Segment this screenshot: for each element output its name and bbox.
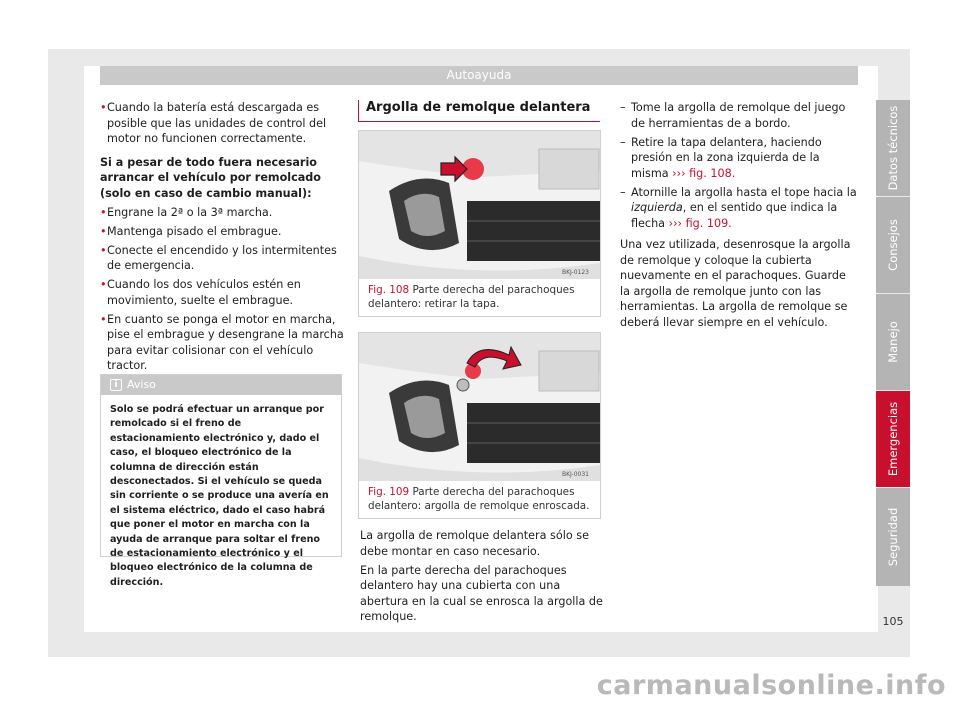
tow-ring-illustration [359,333,600,481]
list-item: • Conecte el encendido y los intermitentes de emergencia. [100,243,337,272]
figure-label: Fig. 109 [368,486,410,498]
figure-108-image [359,131,600,279]
bullet-icon: • [100,278,107,291]
figure-code: BKJ-0123 [561,269,589,276]
figure-caption-text: Parte derecha del parachoques delantero: retirar la tapa. [368,284,575,310]
section-title: Argolla de remolque delantera [358,100,600,122]
intro-bullet: • Cuando la batería está descargada es posible que las unidades de control del motor no funcionen correctamente. [100,101,327,145]
paragraph: La argolla de remolque delantera sólo se debe montar en caso necesario. [360,529,589,558]
bullet-icon: • [100,224,107,238]
paragraph: En la parte derecha del parachoques delantero hay una cubierta con una abertura en la cual se enrosca la argolla de remolque. [360,563,603,623]
step-item: – Atornille la argolla hasta el tope hacia la izquierda, en el sentido que indica la flecha ››› fig. 109. [620,185,857,230]
step-item: – Tome la argolla de remolque del juego de herramientas de a bordo. [620,101,846,130]
page-header: Autoayuda [100,66,858,85]
tab-consejos[interactable]: Consejos [876,197,910,293]
figure-109 [358,332,601,519]
tab-emergencias[interactable]: Emergencias [876,391,910,487]
list-item: • Engrane la 2ª o la 3ª marcha. [100,205,273,219]
aviso-header [101,375,341,395]
aviso-title: Aviso [127,378,156,391]
list-item: • Cuando los dos vehículos estén en movimiento, suelte el embrague. [100,278,301,307]
aviso-box [100,374,342,588]
bullet-icon: • [100,101,107,114]
left-column [100,100,344,377]
figure-link[interactable]: ››› fig. 108. [672,166,736,180]
dash-marker: – [620,135,626,149]
bumper-cover-illustration [359,131,600,279]
watermark: carmanualsonline.info [596,670,946,701]
figure-108 [358,130,601,317]
figure-108-caption [359,279,600,316]
right-column [620,100,858,334]
figure-109-image [359,333,600,481]
figure-109-caption [359,481,600,518]
paragraph: Una vez utilizada, desenrosque la argolla de remolque y coloque la cubierta nuevamente en el parachoques. Guarde la argolla de remolque junto con las herramientas. La argolla de remolque se deberá llevar siempre en el vehículo. [620,238,851,329]
info-icon: i [110,379,122,391]
tab-seguridad[interactable]: Seguridad [876,488,910,586]
list-item: • Mantenga pisado el embrague. [100,224,282,238]
figure-link[interactable]: ››› fig. 109. [668,216,732,230]
dash-marker: – [620,101,626,114]
figure-caption-text: Parte derecha del parachoques delantero: argolla de remolque enroscada. [368,486,590,512]
bullet-icon: • [100,312,107,326]
tab-datos-tecnicos[interactable]: Datos técnicos [876,100,910,196]
tab-manejo[interactable]: Manejo [876,294,910,390]
bullet-icon: • [100,205,107,219]
page-number: 105 [882,615,904,628]
dash-marker: – [620,185,626,199]
list-item: • En cuanto se ponga el motor en marcha, pise el embrague y desengrane la marcha para evitar colisionar con el vehículo tractor. [100,312,344,372]
bullet-icon: • [100,243,107,257]
figure-label: Fig. 108 [368,284,410,296]
aviso-text: Solo se podrá efectuar un arranque por remolcado si el freno de estacionamiento electrónico y, dado el caso, el bloqueo electrónico de la columna de dirección están desconectados. Si el vehículo se queda sin corriente o se produce una avería en el sistema eléctrico, dado el caso habrá que poner el motor en marcha con la ayuda de arranque para soltar el freno de estacionamiento electrónico y el bloqueo electrónico de la columna de dirección. [110,404,329,588]
figure-code: BKJ-0031 [561,471,589,478]
step-item: – Retire la tapa delantera, haciendo presión en la zona izquierda de la misma ››› fig. 108. [620,135,822,180]
remolcado-heading: Si a pesar de todo fuera necesario arrancar el vehículo por remolcado (solo en caso de cambio manual): [100,155,321,200]
middle-column-text [360,528,604,628]
